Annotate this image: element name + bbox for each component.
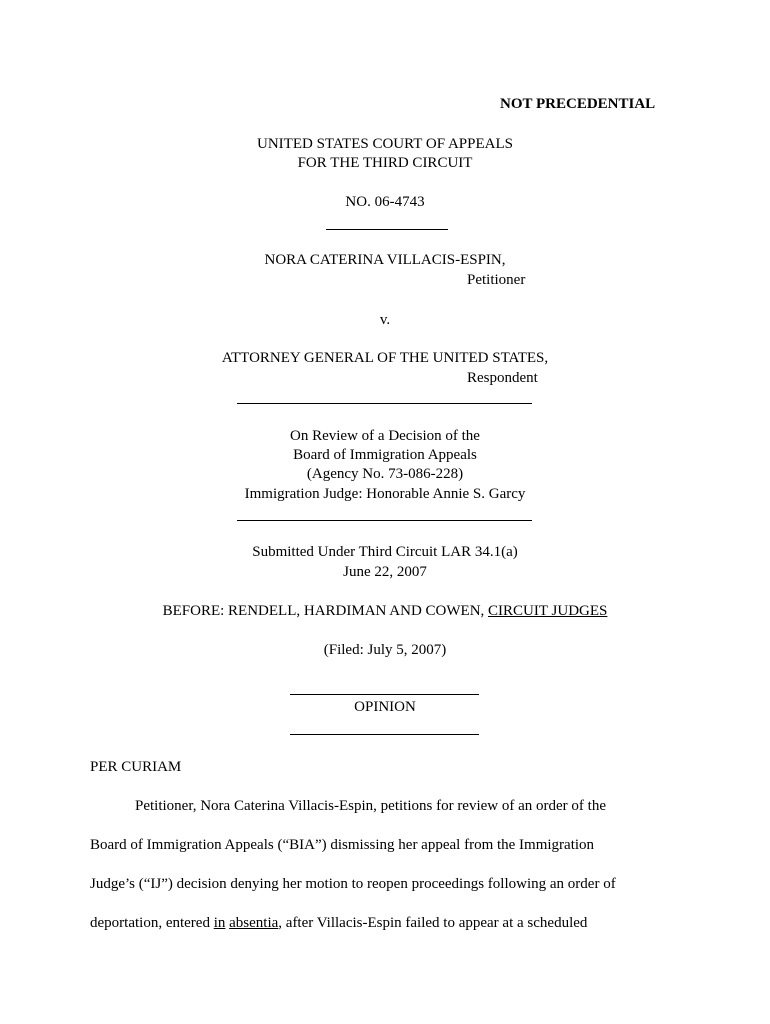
case-number-rule — [326, 229, 448, 230]
latin-absentia: absentia — [229, 915, 279, 931]
review-line1: On Review of a Decision of the — [290, 428, 480, 444]
versus: v. — [379, 312, 391, 328]
court-name-line1: UNITED STATES COURT OF APPEALS — [257, 136, 513, 152]
per-curiam: PER CURIAM — [90, 759, 182, 775]
opinion-rule-bottom — [290, 734, 479, 735]
body-line-4-start: deportation, entered — [90, 915, 214, 931]
petitioner-role: Petitioner — [467, 272, 526, 288]
body-line-2: Board of Immigration Appeals (“BIA”) dismissing her appeal from the Immigration — [90, 837, 595, 853]
body-line-1: Petitioner, Nora Caterina Villacis-Espin, petitions for review of an order of the — [135, 798, 606, 814]
submission-date: June 22, 2007 — [343, 564, 427, 580]
case-number: NO. 06-4743 — [345, 194, 425, 210]
submission-line: Submitted Under Third Circuit LAR 34.1(a) — [252, 544, 518, 560]
opinion-label: OPINION — [354, 699, 416, 715]
before-judges — [0, 602, 770, 620]
court-name-line2: FOR THE THIRD CIRCUIT — [297, 155, 473, 171]
body-line-3: Judge’s (“IJ”) decision denying her motion to reopen proceedings following an order of — [90, 876, 616, 892]
body-line-4-end: , after Villacis-Espin failed to appear at a scheduled — [278, 915, 588, 931]
petitioner-name: NORA CATERINA VILLACIS-ESPIN, — [264, 252, 506, 268]
review-line2: Board of Immigration Appeals — [293, 447, 477, 463]
respondent-role: Respondent — [467, 370, 538, 386]
filed-date: (Filed: July 5, 2007) — [323, 642, 447, 658]
respondent-name: ATTORNEY GENERAL OF THE UNITED STATES, — [221, 350, 549, 366]
latin-in: in — [213, 915, 226, 931]
immigration-judge: Immigration Judge: Honorable Annie S. Garcy — [244, 486, 526, 502]
opinion-rule-top — [290, 694, 479, 695]
precedential-label: NOT PRECEDENTIAL — [500, 96, 656, 112]
agency-number: (Agency No. 73-086-228) — [306, 466, 464, 482]
circuit-judges: CIRCUIT JUDGES — [488, 603, 608, 619]
before-prefix: BEFORE: RENDELL, HARDIMAN AND COWEN, — [162, 603, 489, 619]
body-line-4 — [90, 914, 587, 932]
parties-rule — [237, 403, 532, 404]
review-rule — [237, 520, 532, 521]
